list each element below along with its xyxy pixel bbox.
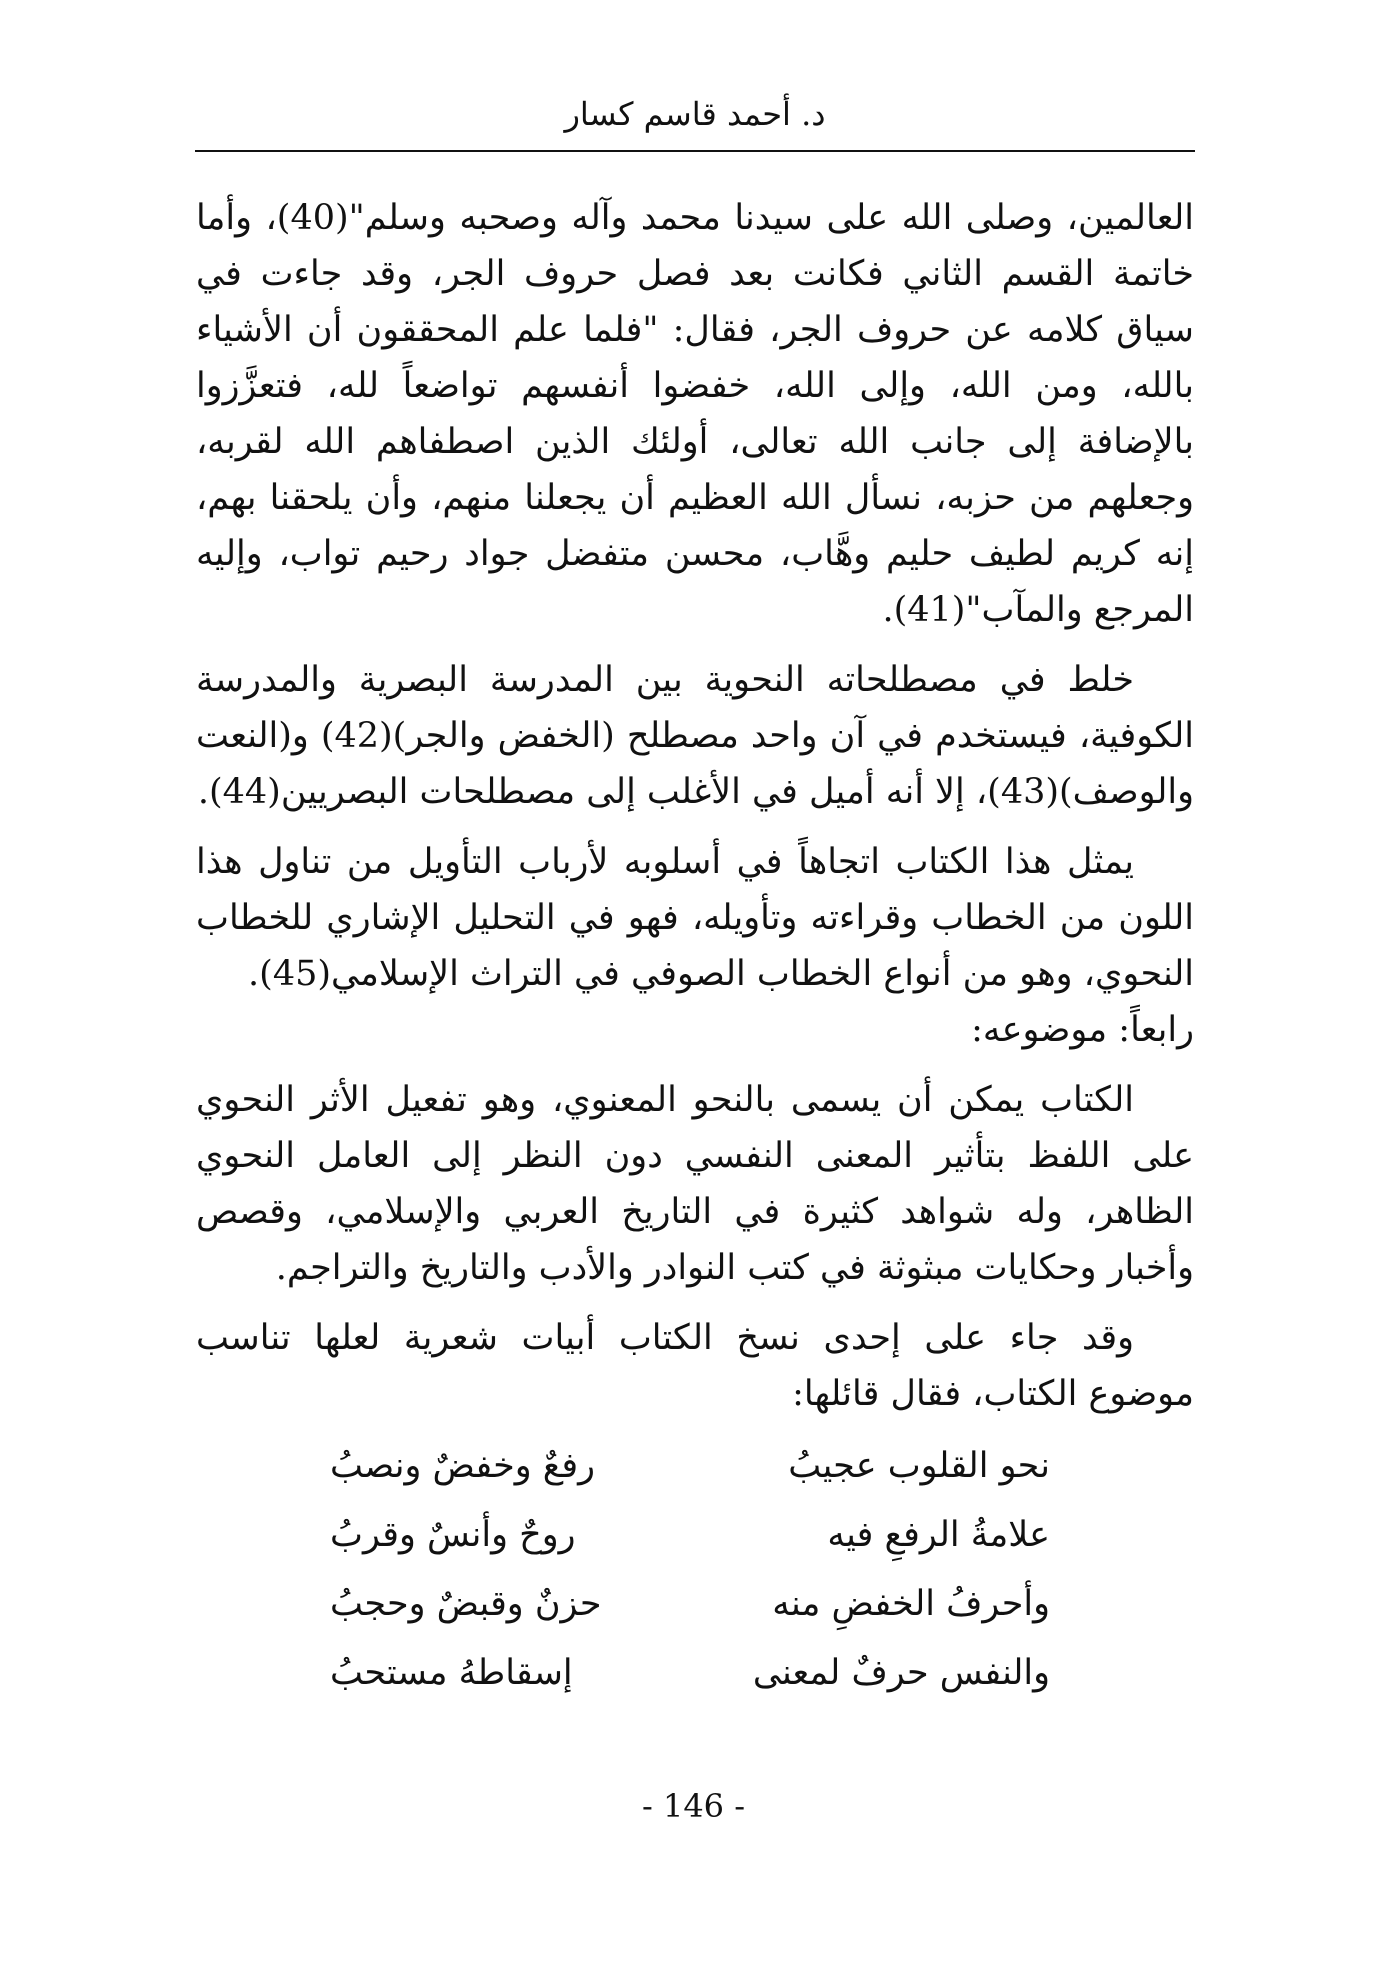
- poem-line: [330, 1432, 1050, 1501]
- main-text: [196, 190, 1194, 1422]
- poem-line: [330, 1501, 1050, 1570]
- poem-line: [330, 1570, 1050, 1639]
- running-header-author: د. أحمد قاسم كسار: [564, 95, 826, 133]
- paragraph: يمثل هذا الكتاب اتجاهاً في أسلوبه لأرباب التأويل من تناول هذا اللون من الخطاب وقراءته وتأويله، فهو في التحليل الإشاري للخطاب النحوي، وهو من أنواع الخطاب الصوفي في التراث الإسلامي(45).: [196, 842, 1194, 994]
- poem-second-hemistich: حزنٌ وقبضٌ وحجبُ: [330, 1584, 602, 1624]
- poem-first-hemistich: نحو القلوب عجيبُ: [788, 1446, 1050, 1486]
- poem-verses: [330, 1432, 1050, 1708]
- poem-second-hemistich: إسقاطهُ مستحبُ: [330, 1653, 573, 1693]
- paragraph: الكتاب يمكن أن يسمى بالنحو المعنوي، وهو تفعيل الأثر النحوي على اللفظ بتأثير المعنى النفسي دون النظر إلى العامل النحوي الظاهر، وله شواهد كثيرة في التاريخ العربي والإسلامي، وقصص وأخبار وحكايات مبثوثة في كتب النوادر والأدب والتاريخ والتراجم.: [196, 1080, 1194, 1288]
- paragraph: وقد جاء على إحدى نسخ الكتاب أبيات شعرية لعلها تناسب موضوع الكتاب، فقال قائلها:: [196, 1318, 1194, 1414]
- poem-second-hemistich: رفعٌ وخفضٌ ونصبُ: [330, 1446, 595, 1486]
- poem-second-hemistich: روحٌ وأنسٌ وقربُ: [330, 1515, 576, 1555]
- poem-line: [330, 1639, 1050, 1708]
- page-number: - 146 -: [641, 1787, 746, 1825]
- poem-first-hemistich: والنفس حرفٌ لمعنى: [752, 1653, 1050, 1693]
- section-heading: رابعاً: موضوعه:: [971, 1010, 1194, 1050]
- header-divider: [195, 150, 1195, 152]
- paragraph: خلط في مصطلحاته النحوية بين المدرسة البصرية والمدرسة الكوفية، فيستخدم في آن واحد مصطلح (الخفض والجر)(42) و(النعت والوصف)(43)، إلا أنه أميل في الأغلب إلى مصطلحات البصريين(44).: [196, 660, 1194, 812]
- paragraph: العالمين، وصلى الله على سيدنا محمد وآله وصحبه وسلم"(40)، وأما خاتمة القسم الثاني فكانت بعد فصل حروف الجر، وقد جاءت في سياق كلامه عن حروف الجر، فقال: "فلما علم المحققون أن الأشياء بالله، ومن الله، وإلى الله، خفضوا أنفسهم تواضعاً لله، فتعزَّزوا بالإضافة إلى جانب الله تعالى، أولئك الذين اصطفاهم الله لقربه، وجعلهم من حزبه، نسأل الله العظيم أن يجعلنا منهم، وأن يلحقنا بهم، إنه كريم لطيف حليم وهَّاب، محسن متفضل جواد رحيم تواب، وإليه المرجع والمآب"(41).: [196, 198, 1194, 630]
- poem-first-hemistich: وأحرفُ الخفضِ منه: [772, 1584, 1050, 1624]
- poem-first-hemistich: علامةُ الرفعِ فيه: [827, 1515, 1050, 1555]
